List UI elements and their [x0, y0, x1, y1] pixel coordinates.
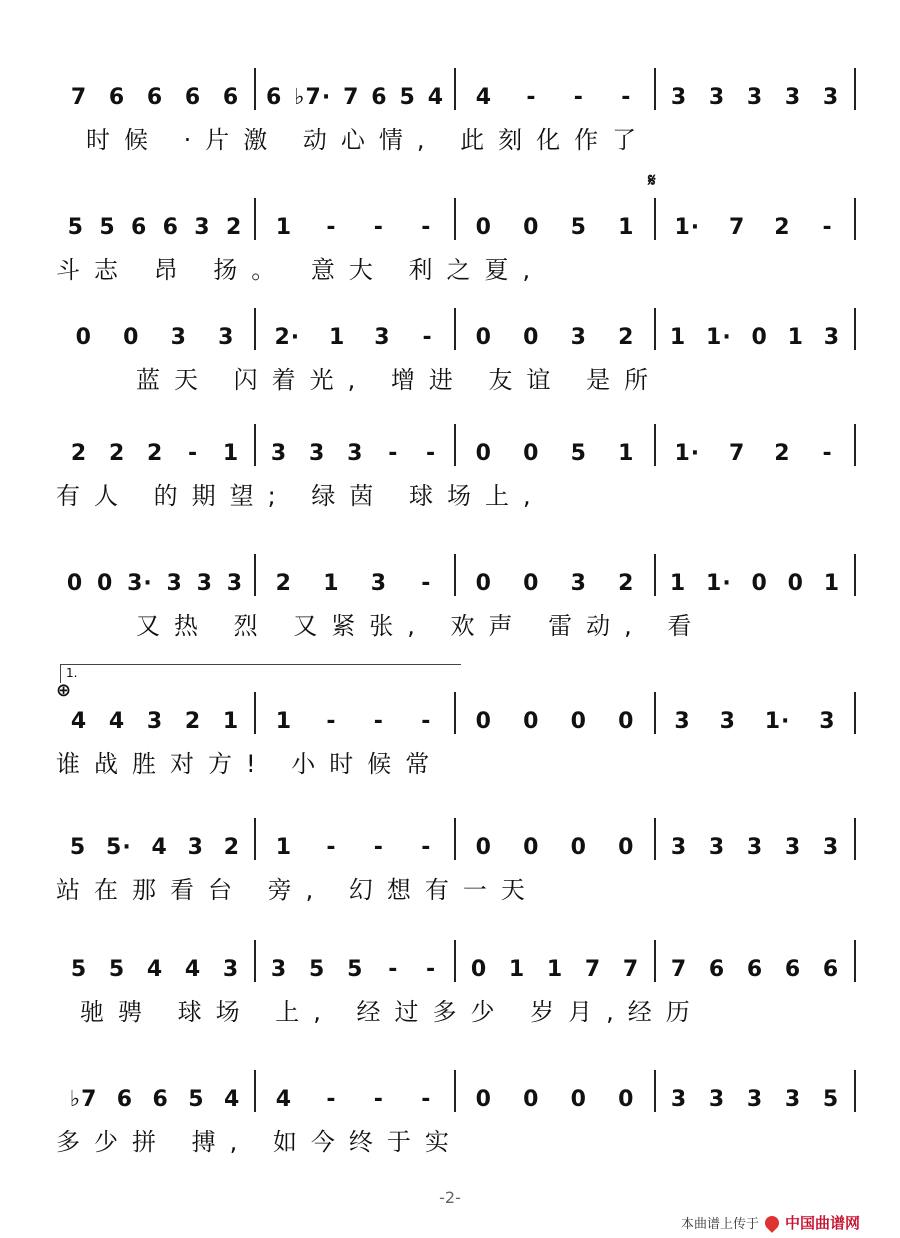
note: 1 [823, 571, 841, 596]
note: ♭7 [69, 1087, 98, 1112]
measure [656, 692, 856, 734]
note: ♭7· [294, 85, 332, 110]
lyric-line: 蓝天 闪着光, 增进 友谊 是所 [136, 366, 663, 394]
note: 0 [523, 325, 540, 350]
measure [456, 424, 656, 466]
upload-note: 本曲谱上传于 [680, 1217, 759, 1232]
measure [256, 818, 456, 860]
note: 7 [670, 957, 688, 982]
note: 0 [523, 709, 540, 734]
note: 5 [822, 1087, 840, 1112]
note: 0 [523, 215, 540, 240]
note: 5 [67, 215, 84, 240]
note: 5 [188, 1087, 205, 1112]
note: 3 [746, 85, 764, 110]
note: 3 [196, 571, 213, 596]
note: 6 [184, 85, 202, 110]
note: - [187, 441, 199, 466]
note: 3 [708, 835, 726, 860]
note: 3 [823, 325, 841, 350]
measure [656, 554, 856, 596]
note: 6 [130, 215, 148, 240]
note: 4 [70, 709, 88, 734]
note: 2 [774, 215, 791, 240]
site-brand[interactable]: 中国曲谱网 [784, 1214, 860, 1232]
note: 5· [106, 835, 132, 860]
note: 2 [774, 441, 791, 466]
note-row [56, 192, 856, 240]
note: 5 [347, 957, 364, 982]
note: - [421, 835, 432, 860]
measure [56, 554, 256, 596]
page-number: -2- [439, 1188, 461, 1207]
lyric-line: 谁战胜对方! 小时候常 [56, 750, 444, 778]
note: - [373, 1087, 384, 1112]
note: 3 [784, 85, 802, 110]
note: 2 [275, 571, 292, 596]
note: 3 [187, 835, 204, 860]
note: 0 [523, 1087, 540, 1112]
note-row [56, 302, 856, 350]
note: 0 [66, 571, 84, 596]
note: 3 [822, 85, 840, 110]
note: 2 [70, 441, 88, 466]
note: - [421, 1087, 432, 1112]
note: 1 [275, 215, 293, 240]
note: 3 [218, 325, 235, 350]
first-ending-label: 1. [66, 666, 78, 680]
note: 3 [374, 325, 391, 350]
staff-system [56, 1064, 856, 1174]
measure [656, 940, 856, 982]
note: 6 [708, 957, 726, 982]
note: 3 [570, 571, 587, 596]
staff-system [56, 812, 856, 922]
note: 1 [669, 325, 687, 350]
note: 3 [822, 835, 840, 860]
note: 7 [584, 957, 602, 982]
note: 0 [475, 1087, 492, 1112]
note: 6 [116, 1087, 134, 1112]
measure [256, 940, 456, 982]
note: 1 [323, 571, 340, 596]
note: 3 [708, 85, 726, 110]
note: 3 [166, 571, 183, 596]
first-ending-bracket [60, 664, 461, 683]
note: 3 [370, 571, 388, 596]
measure [456, 818, 656, 860]
note: 6 [146, 85, 164, 110]
site-footer [681, 1212, 860, 1233]
note: 3 [670, 1087, 688, 1112]
note: 2· [274, 325, 301, 350]
measure [256, 424, 456, 466]
note: - [426, 957, 437, 982]
note: 0 [475, 709, 492, 734]
note: 1· [706, 571, 732, 596]
measure [256, 554, 456, 596]
lyric-line: 驰骋 球场 上, 经过多少 岁月,经历 [80, 998, 704, 1026]
note: 3 [226, 571, 244, 596]
measure [256, 198, 456, 240]
note: 0 [570, 835, 587, 860]
note: 6 [784, 957, 802, 982]
note: 4 [427, 85, 444, 110]
measure [256, 308, 456, 350]
note: - [573, 85, 584, 110]
note: 3· [127, 571, 153, 596]
note: 3 [784, 1087, 802, 1112]
note: 3 [347, 441, 364, 466]
note: - [373, 835, 384, 860]
note-row [56, 686, 856, 734]
note: - [421, 709, 432, 734]
note: - [373, 215, 384, 240]
note: 6 [265, 85, 283, 110]
note: 3 [670, 835, 688, 860]
note: 7 [70, 85, 88, 110]
note: 2 [108, 441, 126, 466]
note-row [56, 1064, 856, 1112]
note: 1· [674, 441, 701, 466]
note: 0 [475, 325, 492, 350]
measure [56, 940, 256, 982]
note: 2 [618, 571, 635, 596]
measure [56, 68, 256, 110]
note: 0 [523, 571, 540, 596]
note: 1· [706, 325, 732, 350]
note: - [621, 85, 632, 110]
note: 1 [329, 325, 346, 350]
segno-mark: 𝄋 [648, 170, 656, 191]
note: 5 [108, 957, 126, 982]
measure [656, 308, 856, 350]
note: 3 [674, 709, 691, 734]
note: 4 [108, 709, 126, 734]
coda-mark: ⊕ [56, 680, 72, 701]
note: 6 [152, 1087, 169, 1112]
lyric-line: 斗志 昂 扬。 意大 利之夏, [56, 256, 545, 284]
measure [56, 1070, 256, 1112]
note: 5 [570, 441, 587, 466]
note: 0 [618, 835, 635, 860]
note: 3 [222, 957, 240, 982]
note: 3 [270, 957, 288, 982]
note: 3 [670, 85, 688, 110]
note: 3 [270, 441, 288, 466]
note: - [422, 325, 433, 350]
measure [456, 692, 656, 734]
note: 6 [371, 85, 388, 110]
note: - [426, 441, 437, 466]
measure [56, 692, 256, 734]
note: 3 [746, 835, 764, 860]
note: - [526, 85, 537, 110]
lyric-line: 站在那看台 旁, 幻想有一天 [56, 876, 539, 904]
lyric-line: 时候 ·片激 动心情, 此刻化作了 [86, 126, 651, 154]
note: 5 [399, 85, 416, 110]
measure [456, 554, 656, 596]
lyric-line: 有人 的期望; 绿茵 球场上, [56, 482, 545, 510]
note: 3 [170, 325, 187, 350]
note: 7 [622, 957, 640, 982]
note: 5 [70, 957, 88, 982]
note: 1 [275, 709, 293, 734]
staff-system [56, 170, 856, 302]
note-row [56, 934, 856, 982]
note: 2 [147, 441, 164, 466]
note: 3 [719, 709, 736, 734]
staff-system [56, 302, 856, 412]
note: 4 [475, 85, 493, 110]
note: - [421, 215, 432, 240]
note: 3 [708, 1087, 726, 1112]
note: 0 [570, 1087, 587, 1112]
note: 3 [146, 709, 164, 734]
note: 7 [729, 215, 746, 240]
note: - [388, 957, 399, 982]
note: - [326, 835, 337, 860]
measure [656, 68, 856, 110]
staff-system [56, 548, 856, 658]
note: 4 [146, 957, 164, 982]
note: 1 [222, 709, 240, 734]
note: 0 [523, 835, 540, 860]
note: 7 [729, 441, 746, 466]
note: 5 [99, 215, 116, 240]
note: - [326, 215, 337, 240]
note: 0 [618, 709, 635, 734]
note: 3 [570, 325, 587, 350]
note: 5 [570, 215, 587, 240]
staff-system [56, 666, 856, 796]
measure [256, 68, 456, 110]
staff-system [56, 62, 856, 172]
note: 1 [669, 571, 687, 596]
measure [656, 424, 856, 466]
note: 3 [194, 215, 211, 240]
note: 6 [822, 957, 840, 982]
note: 0 [475, 441, 492, 466]
measure [56, 818, 256, 860]
measure [456, 940, 656, 982]
note: 0 [475, 571, 492, 596]
measure [456, 68, 656, 110]
note: 5 [69, 835, 87, 860]
measure [56, 198, 256, 240]
note: 0 [751, 325, 768, 350]
note: - [822, 441, 833, 466]
note: 2 [184, 709, 202, 734]
measure [656, 818, 856, 860]
note: - [822, 215, 833, 240]
lyric-line: 多少拼 搏, 如今终于实 [56, 1128, 463, 1156]
note-row [56, 548, 856, 596]
note: 4 [275, 1087, 293, 1112]
note: 0 [618, 1087, 635, 1112]
note: 1 [508, 957, 526, 982]
note: 3 [746, 1087, 764, 1112]
note: 0 [123, 325, 140, 350]
staff-system [56, 418, 856, 528]
measure [256, 692, 456, 734]
note: - [326, 709, 337, 734]
note: 3 [784, 835, 802, 860]
measure [656, 198, 856, 240]
measure [656, 1070, 856, 1112]
note: 0 [470, 957, 488, 982]
note: - [326, 1087, 337, 1112]
note: 4 [184, 957, 202, 982]
note: 4 [223, 1087, 241, 1112]
note: 0 [475, 215, 492, 240]
note: 3 [309, 441, 326, 466]
note-row [56, 62, 856, 110]
lyric-line: 又热 烈 又紧张, 欢声 雷动, 看 [136, 612, 706, 640]
note: 5 [309, 957, 326, 982]
note: 4 [151, 835, 168, 860]
note: 1· [764, 709, 791, 734]
note: 6 [746, 957, 764, 982]
note: 6 [162, 215, 179, 240]
note: 1 [222, 441, 240, 466]
note: 1 [275, 835, 293, 860]
note: 6 [108, 85, 126, 110]
note: - [421, 571, 432, 596]
note: 0 [523, 441, 540, 466]
measure [456, 1070, 656, 1112]
note: 6 [222, 85, 240, 110]
note-row [56, 418, 856, 466]
note: 0 [96, 571, 114, 596]
note: - [388, 441, 399, 466]
note: 1 [546, 957, 564, 982]
note: 1· [674, 215, 701, 240]
note: 2 [618, 325, 635, 350]
note: 0 [75, 325, 92, 350]
measure [456, 308, 656, 350]
note: 1 [787, 325, 804, 350]
note: 1 [618, 441, 635, 466]
measure [56, 308, 256, 350]
measure [56, 424, 256, 466]
site-logo-icon [762, 1213, 782, 1233]
note-row [56, 812, 856, 860]
note: 1 [618, 215, 635, 240]
note: 2 [225, 215, 243, 240]
note: 7 [343, 85, 360, 110]
measure [256, 1070, 456, 1112]
note: 3 [819, 709, 836, 734]
note: - [373, 709, 384, 734]
note: 0 [570, 709, 587, 734]
note: 2 [223, 835, 241, 860]
note: 0 [751, 571, 768, 596]
note: 0 [787, 571, 804, 596]
staff-system [56, 934, 856, 1044]
measure [456, 198, 656, 240]
note: 0 [475, 835, 492, 860]
